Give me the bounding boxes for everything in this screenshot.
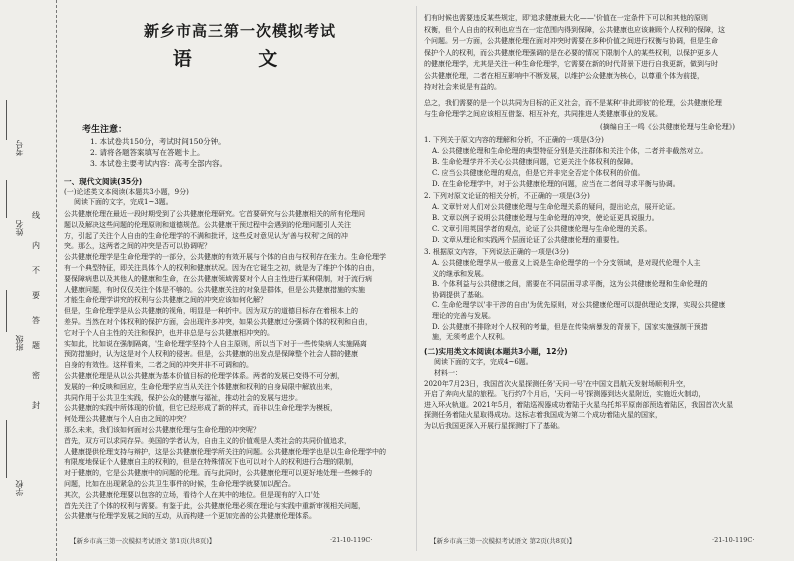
question-option: 协调提供了基础。 <box>432 290 488 299</box>
xuexiao-label: 学校 <box>15 480 24 496</box>
passage-line: 其次，公共健康伦理要以包容的立场，看待个人在其中的地位。但是现有的'入口'处 <box>64 490 320 499</box>
passage-line: 但是，生命伦理学是从公共健康的视角，明显是一种折中。因为双方的道德目标存在着根本上的 <box>64 307 358 316</box>
seal-char: 线 <box>32 211 40 220</box>
seal-char: 要 <box>32 291 40 300</box>
notice-item: 2. 请将各题答案填写在答题卡上。 <box>90 148 205 157</box>
passage-line: 何处理公共健康与个人自由之间的冲突？ <box>64 415 190 424</box>
passage-line: 进入环火轨道。2021年5月，着陆巡视器成功着陆于火星乌托邦平原南部预选着陆区，我国首次火星 <box>424 400 734 409</box>
instruction-text: 阅读下面的文字，完成4~6题。 <box>434 357 533 366</box>
passage-line: 个问题。另一方面，公共健康伦理在面对冲突时需要在多种价值之间进行权衡与协调，但是生命 <box>424 37 718 45</box>
passage-line: 公共健康伦理学是生命伦理学的一部分，公共健康的有效开展与个体的自由与权利存在张力。生命伦理学 <box>64 253 386 262</box>
question-stem: 2. 下列对原文论证的相关分析，不正确的一项是(3分) <box>424 192 590 200</box>
passage-line: 人健康问题，有时仅仅关注个体是不够的。公共健康关注的对象是群体，但是公共健康措施的实施 <box>64 285 365 294</box>
passage-line: 公共健康的实践中所体现的价值，但它已经形成了新的样式，而非以生命伦理学为模板， <box>64 404 337 413</box>
seal-char: 密 <box>32 371 40 380</box>
passage-line: 有限度地保证个人健康自主的权利的，但是在特殊情况下也可以对个人的权利进行合理的限制， <box>64 458 358 467</box>
passage-line: 公共健康与伦理学发展之间的互动，从而构建一个更加完善的公共健康伦理体系。 <box>64 512 316 521</box>
kaohao-label: 考号 <box>15 140 24 156</box>
passage-line: 题以及解决这些问题的伦理原则和道德规范。公共健康干预过程中会遇到的伦理问题引人关注 <box>64 220 351 229</box>
passage-line: 权衡，但个人自由的权利也应当在一定范围内得到保障，公共健康也应该兼顾个人权利的保障，这 <box>424 25 725 34</box>
passage-line: 对于健康的，它是公共健康中的问题的伦理。而与此同时，公共健康伦理可以更好地处理一些棘手的 <box>64 469 372 478</box>
passage-line: 问题，比如在出现紧急的公共卫生事件的时候，生命伦理学就要加以配合。 <box>64 480 295 488</box>
page-footer-left: 【新乡市高三第一次模拟考试语文 第1页(共8页)】 <box>70 537 216 545</box>
passage-line: 才能生命伦理学讲究的权利与公共健康之间的冲突应该如何化解？ <box>64 296 267 305</box>
passage-line: 的健康伦理学，尤其是关注一种生命伦理学，它需要在新的时代背景下进行自我更新，做到与时 <box>424 60 718 68</box>
question-option: A. 公共健康伦理学从一般意义上说是生命伦理学的一个分支领域，是对现代伦理个人主 <box>432 259 701 267</box>
exam-title: 新乡市高三第一次模拟考试 <box>143 22 336 40</box>
passage-line: 公共健康伦理在最近一段时期受到了公共健康伦理研究。它首要研究与公共健康相关的所有伦理问 <box>64 210 365 218</box>
passage-line: 要保障病患以及其他人的健康和生命，在公共健康领域需要对个人自主性进行某种限制，对于流行病 <box>64 274 372 283</box>
fill-line <box>6 290 7 332</box>
subsection-heading: (一)论述类文本阅读(本题共3小题，9分) <box>64 188 189 196</box>
question-option: B. 个体利益与公共健康之间，需要在不同层面寻求平衡，这为公共健康伦理和生命伦理的 <box>432 280 708 289</box>
passage-line: 那么未来，我们该如何面对公共健康伦理与生命伦理的冲突呢？ <box>64 426 260 434</box>
notice-item: 3. 本试卷主要考试内容：高考全部内容。 <box>90 159 228 168</box>
question-option: A. 文章针对人们对公共健康伦理与生命伦理关系的疑问，提出论点，展开论证。 <box>432 203 680 211</box>
question-option: C. 文章引用英国学者的观点，论证了公共健康伦理与生命伦理的关系。 <box>432 225 652 233</box>
passage-line: 探测任务着陆火星取得成功。这标志着我国成为第二个成功着陆火星的国家， <box>424 411 662 420</box>
passage-line: 实如此，比如说在强制隔离，'生命伦理学坚持个人自主原则，所以当下对于一些传染病人实施隔离 <box>64 339 367 348</box>
passage-line: 自身的有效性。这样看来，二者之间的冲突并非不可调和的。 <box>64 361 253 370</box>
passage-line: 首先关注了个体的权利与需要。有鉴于此，公共健康伦理必须在理论与实践中重新审视相关问题， <box>64 501 365 510</box>
question-option: D. 公共健康不排除对个人权利的考量，但是在传染病暴发的背景下，国家实施强制干预措 <box>432 322 708 331</box>
question-stem: 3. 根据原文内容，下列说法正确的一项是(3分) <box>424 248 569 256</box>
passage-line: 突。那么，这两者之间的冲突是否可以协调呢？ <box>64 242 211 251</box>
question-stem: 1. 下列关于原文内容的理解和分析，不正确的一项是(3分) <box>424 136 604 144</box>
passage-line: 公共健康伦理是从以公共健康为基本价值目标的伦理学体系。两者的发展已变得不可分割， <box>64 372 344 380</box>
seal-char: 封 <box>32 401 40 410</box>
passage-line: 为以后我国更深入开展行星探测打下了基础。 <box>424 421 564 430</box>
fill-line <box>6 100 7 140</box>
passage-line: 共同作用于公共卫生实践，保护公众的健康与福祉，推动社会的发展与进步。 <box>64 393 302 402</box>
passage-line: 方，引起了关注个人自由的生命伦理学的不满和批评，这些反对意见认为'善与权利'之间的冲 <box>64 231 348 240</box>
question-option: C. 应当公共健康伦理的观点，但是它并非完全否定个体权利的价值。 <box>432 169 645 177</box>
section-heading: 一、现代文阅读(35分) <box>64 177 143 186</box>
column-divider <box>416 6 417 551</box>
passage-line: 它对于个人自主性的关注和保护，也并非总是与公共健康相冲突的。 <box>64 328 274 337</box>
binding-strip <box>0 0 57 561</box>
passage-line: 差异。当然在对个体权利的保护方面，会出现许多冲突，如果公共健康过分强调个体的权利和自由， <box>64 318 372 326</box>
passage-line: 有一个典型特征，即关注具体个人的权利和健康状况。因为在它诞生之初，就是为了维护个体的自由， <box>64 264 379 272</box>
question-option: C. 生命伦理学以'非干涉的自由'为优先原则，对公共健康伦理可以提供理论支撑，实现公共健康 <box>432 301 726 310</box>
fill-line <box>6 180 7 218</box>
passage-line: 预防措施时，认为这是对个人权利的侵害。但是，公共健康的出发点是保障整个社会人群的健康 <box>64 350 358 359</box>
seal-char: 不 <box>32 266 40 275</box>
passage-line: 开启了奔向火星的旅程。飞行约7个月后，'天问一号'探测器到达火星附近，实施近火制动， <box>424 390 706 399</box>
page-footer-right: 【新乡市高三第一次模拟考试语文 第2页(共8页)】 <box>430 537 576 545</box>
question-option: 理论的完善与发展。 <box>432 312 495 320</box>
subject-title: 语 文 <box>172 48 308 70</box>
banji-label: 班级 <box>15 335 24 351</box>
page-code-right: ·21-10-119C· <box>712 536 755 544</box>
seal-char: 答 <box>32 316 40 325</box>
question-option: 义的继承和发展。 <box>432 269 488 278</box>
question-option: D. 在生命伦理学中，对于公共健康伦理的问题，应当在二者间寻求平衡与协调。 <box>432 180 680 188</box>
fill-line <box>6 420 7 478</box>
passage-line: 公共健康伦理，二者在相互影响中不断发展，以维护公众健康为核心，以尊重个体为前提， <box>424 71 704 80</box>
question-option: B. 文章以例子说明公共健康伦理与生命伦理的冲突，使论证更具说服力。 <box>432 214 659 222</box>
passage-line: 首先，双方可以求同存异。美国的学者认为，自由主义的价值观是人类社会的共同价值追求， <box>64 436 351 445</box>
material-label: 材料一： <box>434 368 462 377</box>
seal-char: 内 <box>32 241 40 250</box>
passage-line: 们有时候也需要违反某些规定，即'追求健康最大化——'价值在一定条件下可以和其他的原则 <box>424 14 708 22</box>
xingming-label: 姓名 <box>15 220 24 236</box>
subsection-heading: (二)实用类文本阅读(本题共3小题，12分) <box>424 346 568 356</box>
seal-char: 题 <box>32 341 40 350</box>
passage-line: 持对社会来说是有益的。 <box>424 83 501 91</box>
notice-item: 1. 本试卷共150分，考试时间150分钟。 <box>90 137 226 146</box>
passage-line: 发展的一种反映和回应，生命伦理学应当从关注个体健康和权利的自身局限中解放出来， <box>64 382 337 391</box>
source-citation: (摘编自王一鸣《公共健康伦理与生命伦理》) <box>600 123 735 131</box>
passage-line: 与生命伦理学之间应该相互借鉴、相互补充，共同推进人类健康事业的发展。 <box>424 110 662 118</box>
page-code-left: ·21-10-119C· <box>330 536 373 544</box>
question-option: A. 公共健康伦理和生命伦理的典型特征分别是关注群体和关注个体，二者并非截然对立。 <box>432 147 708 155</box>
passage-line: 总之，我们需要的是一个以共同为目标的正义社会，而不是某种'非此即彼'的伦理，公共健康伦理 <box>424 98 722 107</box>
instruction-text: 阅读下面的文字，完成1~3题。 <box>74 198 173 206</box>
notice-title: 考生注意： <box>82 125 128 135</box>
passage-line: 2020年7月23日，我国首次火星探测任务'天问一号'在中国文昌航天发射场顺利升空， <box>424 379 691 388</box>
question-option: D. 文章从理论和实践两个层面论证了公共健康伦理的重要性。 <box>432 236 624 244</box>
passage-line: 保护个人的权利，而公共健康伦理强调的是在必要的情况下限制个人的某些权利，以保护更多人 <box>424 48 718 57</box>
question-option: 施，无须考虑个人权利。 <box>432 333 509 342</box>
question-option: B. 生命伦理学并不关心公共健康问题，它更关注个体权利的保障。 <box>432 158 638 166</box>
passage-line: 人健康提供伦理支持与辩护，这是公共健康伦理学所关注的问题。公共健康伦理学也是以生命伦理学中的 <box>64 447 386 456</box>
